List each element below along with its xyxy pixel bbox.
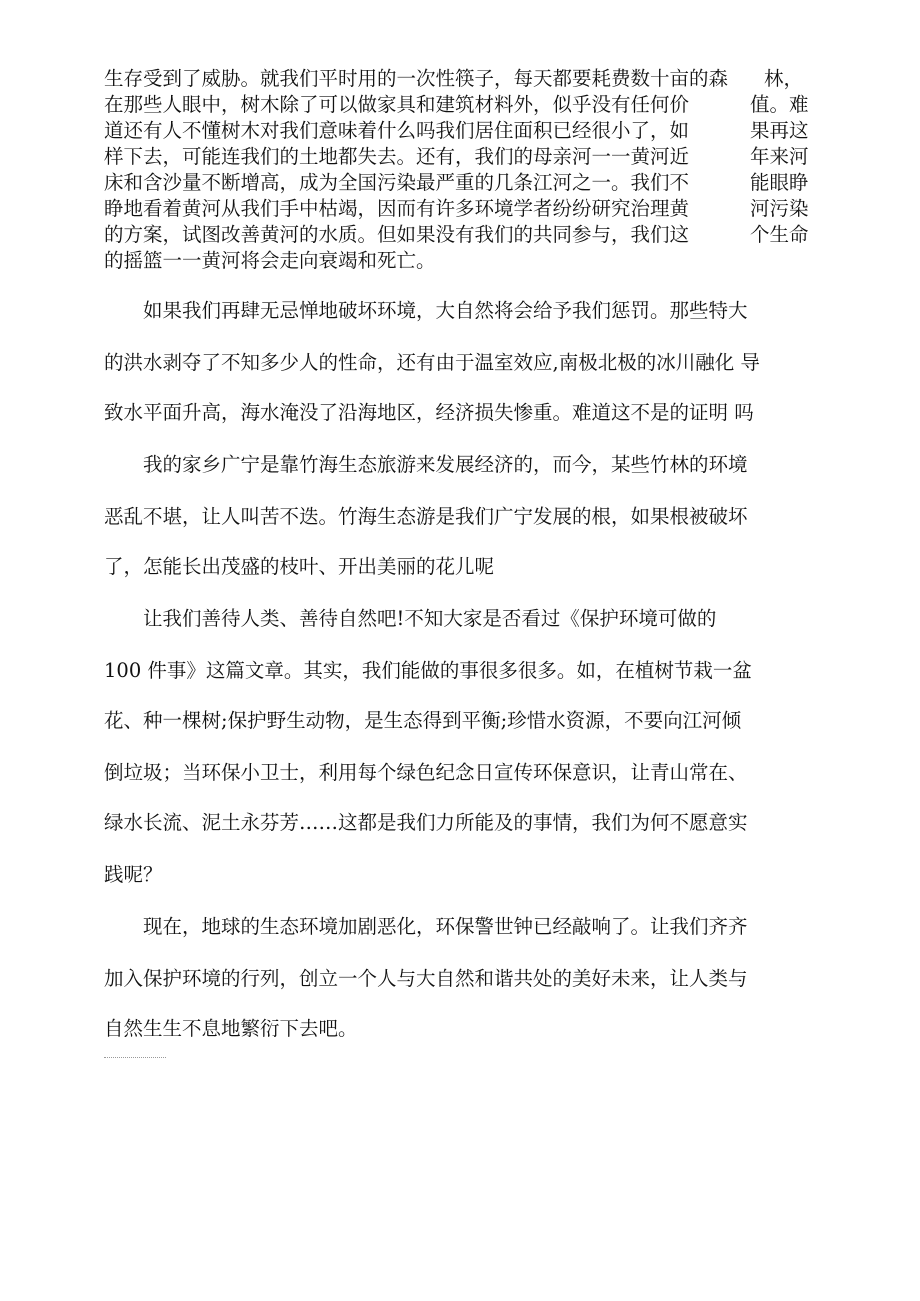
para1-line-5: [104, 170, 812, 196]
para1-line-5-a: 床和含沙量不断增高，成为全国污染最严重的几条江河之一。我们不: [104, 171, 690, 194]
para1-line-4-b: 年来河: [750, 145, 809, 168]
para1-line-6-a: 睁地看着黄河从我们手中枯竭，因而有许多环境学者纷纷研究治理黄: [104, 197, 690, 220]
para5-line-2: 加入保护环境的行列，创立一个人与大自然和谐共处的美好未来，让人类与: [104, 967, 748, 990]
para1-line-3: [104, 118, 812, 144]
para1-line-7: [104, 222, 812, 248]
para1-line-3-b: 果再这: [750, 119, 809, 142]
para1-line-6-b: 河污染: [750, 197, 809, 220]
para1-line-6: [104, 196, 812, 222]
para5-line-3: 自然生生不息地繁衍下去吧。: [104, 1017, 358, 1040]
para2-line-2: 的洪水剥夺了不知多少人的性命，还有由于温室效应,南极北极的冰川融化 导: [104, 351, 760, 374]
para1-line-8: [104, 248, 812, 274]
para1-line-7-a: 的方案，试图改善黄河的水质。但如果没有我们的共同参与，我们这: [104, 223, 690, 246]
para4-line-4: 倒垃圾；当环保小卫士，利用每个绿色纪念日宣传环保意识，让青山常在、: [104, 761, 748, 784]
para4-line-2: 100 件事》这篇文章。其实，我们能做的事很多很多。如，在植树节栽一盆: [104, 659, 752, 682]
para4-line-5: 绿水长流、泥土永芬芳……这都是我们力所能及的事情，我们为何不愿意实: [104, 811, 748, 834]
para5-line-1: 现在，地球的生态环境加剧恶化，环保警世钟已经敲响了。让我们齐齐: [143, 915, 748, 938]
para1-line-2-b: 值。难: [750, 93, 809, 116]
para3-line-3: 了，怎能长出茂盛的枝叶、开出美丽的花儿呢: [104, 555, 495, 578]
para1-line-4: [104, 144, 812, 170]
para3-line-1: 我的家乡广宁是靠竹海生态旅游来发展经济的，而今，某些竹林的环境: [143, 453, 748, 476]
para1-line-1-a: 生存受到了威胁。就我们平时用的一次性筷子，每天都要耗费数十亩的森: [104, 67, 729, 90]
para1-line-3-a: 道还有人不懂树木对我们意味着什么吗我们居住面积已经很小了，如: [104, 119, 690, 142]
para4-line-3: 花、种一棵树;保护野生动物，是生态得到平衡;珍惜水资源，不要向江河倾: [104, 709, 742, 732]
footnote-divider: [104, 1057, 166, 1058]
para1-line-1-b: 林，: [764, 67, 804, 90]
para1-line-2-a: 在那些人眼中，树木除了可以做家具和建筑材料外，似乎没有任何价: [104, 93, 690, 116]
para1-line-1: [104, 66, 812, 92]
para1-line-4-a: 样下去，可能连我们的土地都失去。还有，我们的母亲河一一黄河近: [104, 145, 690, 168]
para2-line-1: 如果我们再肆无忌惮地破坏环境，大自然将会给予我们惩罚。那些特大: [143, 299, 748, 322]
para2-line-3: 致水平面升高，海水淹没了沿海地区，经济损失惨重。难道这不是的证明 吗: [104, 401, 754, 424]
para1-line-8-a: 的摇篮一一黄河将会走向衰竭和死亡。: [104, 249, 436, 272]
para1-line-7-b: 个生命: [750, 223, 809, 246]
para3-line-2: 恶乱不堪，让人叫苦不迭。竹海生态游是我们广宁发展的根，如果根被破坏: [104, 505, 748, 528]
para4-line-6: 践呢？: [104, 863, 163, 886]
para1-line-5-b: 能眼睁: [750, 171, 809, 194]
para4-line-1: 让我们善待人类、善待自然吧!不知大家是否看过《保护环境可做的: [143, 607, 717, 630]
para1-line-2: [104, 92, 812, 118]
